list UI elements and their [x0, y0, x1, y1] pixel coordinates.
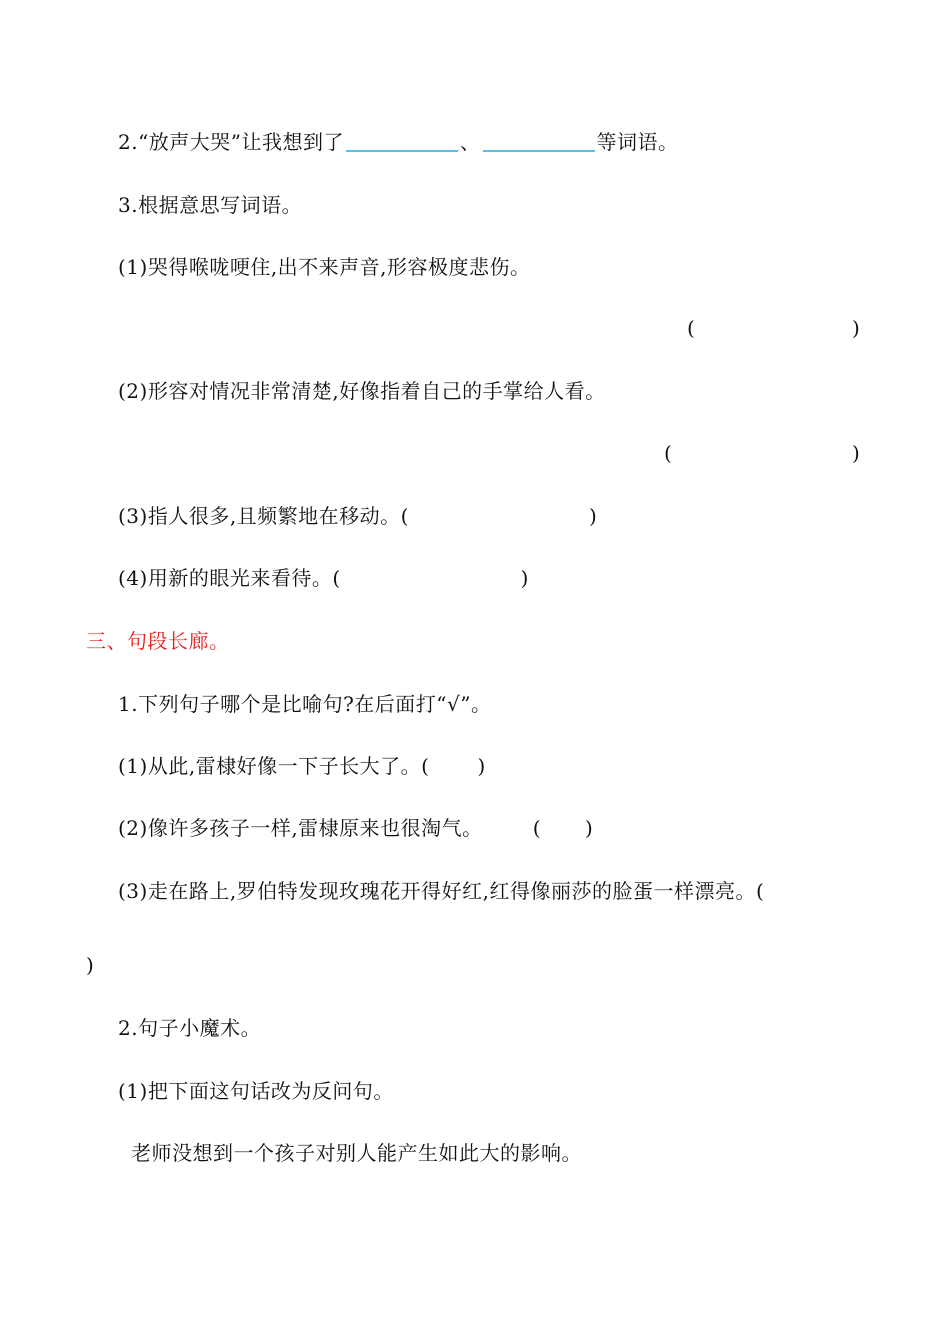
section3-question-1-item-1 — [118, 752, 486, 780]
section3-question-2-sub-1: (1)把下面这句话改为反问句。 — [118, 1079, 394, 1103]
checkmark-paren-close-2: ) — [585, 816, 594, 840]
answer-paren-open-2: ( — [664, 441, 672, 465]
answer-field-2[interactable] — [678, 441, 848, 467]
checkmark-paren-close-1: ) — [477, 754, 486, 778]
question-2-separator: 、 — [460, 130, 481, 154]
answer-field-1[interactable] — [700, 316, 848, 342]
answer-paren-close-4: ) — [520, 566, 529, 590]
question-2-suffix: 等词语。 — [596, 130, 679, 154]
answer-paren-close-1: ) — [852, 316, 860, 340]
answer-blank-2[interactable] — [483, 130, 595, 152]
question-3-title: 3.根据意思写词语。 — [118, 193, 303, 217]
section3-question-1-item-2 — [118, 814, 593, 842]
question-3-item-1: (1)哭得喉咙哽住,出不来声音,形容极度悲伤。 — [118, 255, 531, 279]
answer-paren-open-1: ( — [687, 316, 695, 340]
question-3-item-4 — [118, 564, 529, 592]
answer-paren-close-2: ) — [852, 441, 860, 465]
answer-blank-1[interactable] — [346, 130, 458, 152]
question-3-item-2: (2)形容对情况非常清楚,好像指着自己的手掌给人看。 — [118, 379, 606, 403]
checkmark-paren-open-2: ( — [532, 816, 541, 840]
question-2-line — [118, 128, 679, 156]
question-3-item-4-text: (4)用新的眼光来看待。( — [118, 566, 341, 590]
question-2-prefix: 2.“放声大哭”让我想到了 — [118, 130, 345, 154]
section3-question-1-title: 1.下列句子哪个是比喻句?在后面打“√”。 — [118, 692, 492, 716]
checkmark-field-3[interactable] — [96, 950, 116, 976]
answer-paren-close-3: ) — [589, 504, 598, 528]
section3-question-2-title: 2.句子小魔术。 — [118, 1016, 262, 1040]
checkmark-paren-close-3: ) — [86, 953, 94, 977]
question-3-item-3 — [118, 502, 597, 530]
question-3-item-3-text: (3)指人很多,且频繁地在移动。( — [118, 504, 409, 528]
section-heading: 三、句段长廊。 — [86, 629, 230, 653]
section3-question-1-item-2-text: (2)像许多孩子一样,雷棣原来也很淘气。 — [118, 816, 483, 840]
section3-question-1-item-3: (3)走在路上,罗伯特发现玫瑰花开得好红,红得像丽莎的脸蛋一样漂亮。( — [118, 879, 765, 903]
section3-question-1-item-1-text: (1)从此,雷棣好像一下子长大了。( — [118, 754, 430, 778]
section3-question-2-sentence: 老师没想到一个孩子对别人能产生如此大的影响。 — [131, 1141, 582, 1165]
